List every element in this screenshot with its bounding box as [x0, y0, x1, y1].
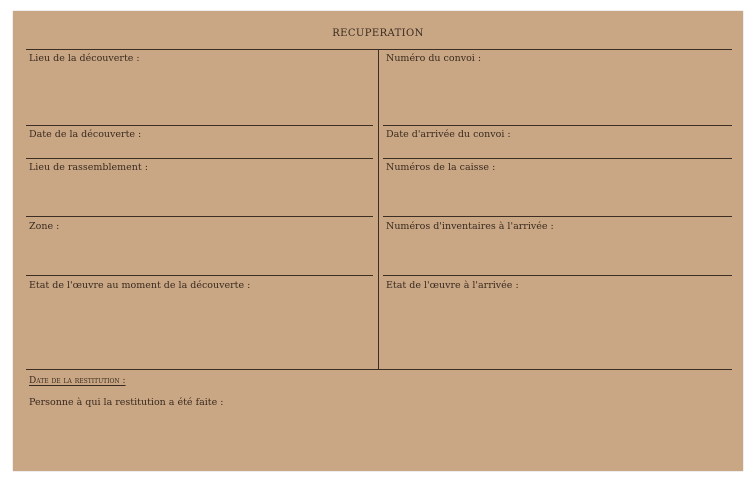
field-label-convoy-number: Numéro du convoi : [386, 53, 482, 64]
left-divider-4 [26, 275, 373, 276]
right-divider-2 [383, 158, 732, 159]
right-divider-1 [383, 125, 732, 126]
left-divider-3 [26, 216, 373, 217]
field-label-crate-numbers: Numéros de la caisse : [386, 162, 496, 173]
card-title: RECUPERATION [332, 28, 424, 39]
left-divider-1 [26, 125, 373, 126]
field-label-discovery-place: Lieu de la découverte : [29, 53, 140, 64]
right-divider-3 [383, 216, 732, 217]
field-label-condition-at-discovery: Etat de l'œuvre au moment de la découverte : [29, 280, 251, 291]
bottom-divider [26, 369, 732, 370]
left-divider-2 [26, 158, 373, 159]
recovery-card [13, 11, 743, 471]
field-label-inventory-numbers: Numéros d'inventaires à l'arrivée : [386, 221, 554, 232]
field-label-convoy-arrival-date: Date d'arrivée du convoi : [386, 129, 511, 140]
top-divider [26, 49, 732, 50]
restitution-date-heading: Date de la restitution : [29, 376, 126, 386]
field-label-zone: Zone : [29, 221, 60, 232]
field-label-discovery-date: Date de la découverte : [29, 129, 142, 140]
right-divider-4 [383, 275, 732, 276]
field-label-gathering-place: Lieu de rassemblement : [29, 162, 148, 173]
column-divider [378, 49, 379, 369]
field-label-condition-at-arrival: Etat de l'œuvre à l'arrivée : [386, 280, 519, 291]
restitution-person-label: Personne à qui la restitution a été faite : [29, 397, 224, 408]
